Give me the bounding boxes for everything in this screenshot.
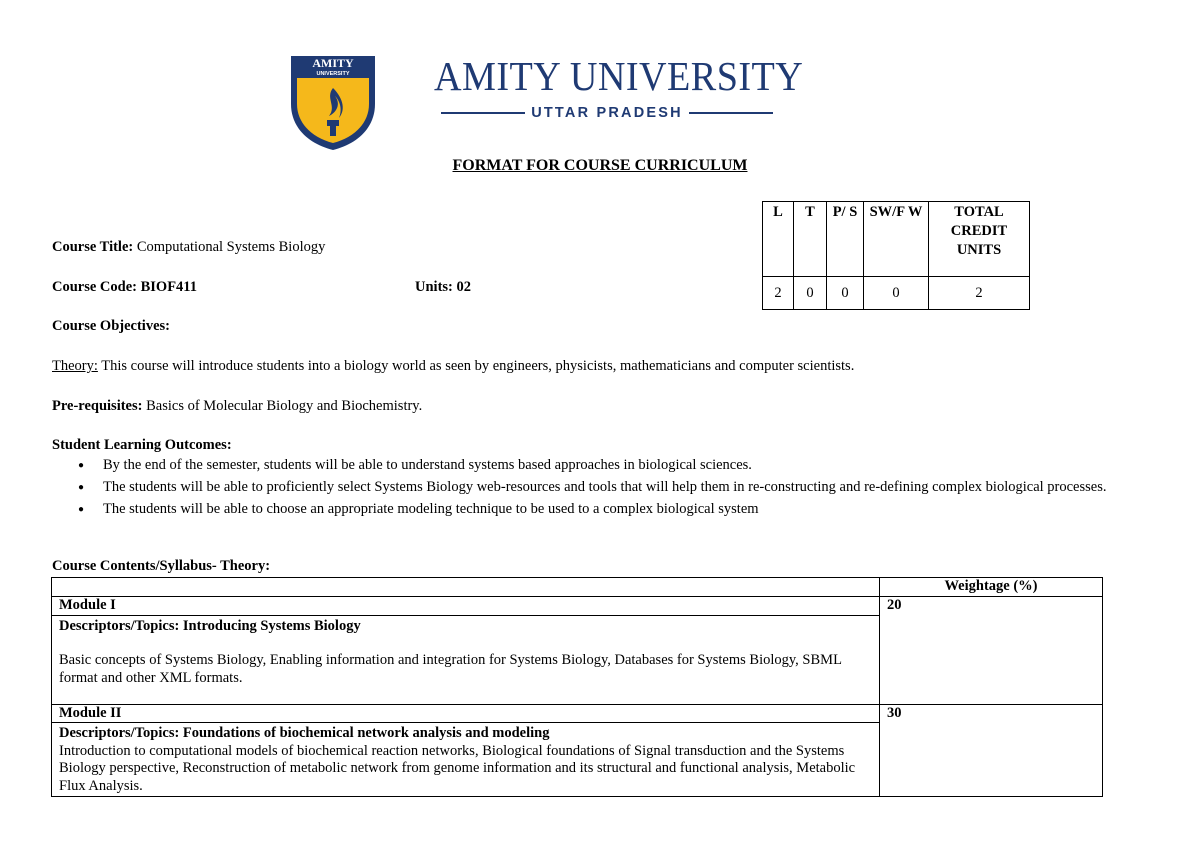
- credit-value-l: 2: [763, 277, 794, 310]
- outcomes-list: [52, 457, 1152, 523]
- banner-rule-left: [441, 112, 525, 114]
- syllabus-label: Course Contents/Syllabus- Theory:: [52, 558, 271, 574]
- weightage-header: Weightage (%): [880, 578, 1103, 597]
- table-cell-empty: [52, 578, 880, 597]
- list-item: ● The students will be able to proficiently select Systems Biology web-resources and tools that will help them in re-constructing and re-defining complex biological processes.: [52, 479, 1152, 496]
- prerequisites-text: Basics of Molecular Biology and Biochemistry.: [146, 398, 423, 414]
- module-body: [52, 615, 880, 704]
- module-descriptor: Descriptors/Topics: Foundations of biochemical network analysis and modeling: [59, 725, 550, 741]
- table-row: [52, 597, 1103, 616]
- svg-text:UNIVERSITY: UNIVERSITY: [316, 71, 350, 77]
- credit-header-swfw: SW/F W: [864, 202, 929, 277]
- credit-value-ps: 0: [827, 277, 864, 310]
- university-location: UTTAR PRADESH: [531, 105, 683, 121]
- module-content: Basic concepts of Systems Biology, Enabling information and integration for Systems Biology, Databases for Systems Biology, SBML format and other XML formats.: [59, 652, 842, 686]
- amity-shield-logo: [287, 52, 379, 152]
- module-name: Module II: [52, 704, 880, 723]
- prerequisites-line: [52, 398, 422, 415]
- university-name: AMITY UNIVERSITY: [434, 53, 804, 99]
- module-body: [52, 723, 880, 797]
- table-row: [52, 704, 1103, 723]
- module-descriptor: Descriptors/Topics: Introducing Systems Biology: [59, 617, 361, 634]
- svg-text:AMITY: AMITY: [312, 56, 354, 70]
- theory-text: This course will introduce students into a biology world as seen by engineers, physicists, mathematicians and computer scientists.: [101, 358, 855, 374]
- syllabus-table: [51, 577, 1103, 797]
- outcomes-label: Student Learning Outcomes:: [52, 437, 232, 453]
- module-weight: 30: [880, 704, 1103, 797]
- credit-value-t: 0: [794, 277, 827, 310]
- course-code-label: Course Code: BIOF411: [52, 279, 197, 295]
- credit-units-table: [762, 201, 1030, 310]
- course-title-label: Course Title:: [52, 239, 134, 255]
- module-weight: 20: [880, 597, 1103, 705]
- course-title-value: Computational Systems Biology: [136, 239, 326, 255]
- credit-value-swfw: 0: [864, 277, 929, 310]
- list-item: ● The students will be able to choose an appropriate modeling technique to be used to a complex biological system: [52, 501, 1152, 518]
- table-row: [52, 578, 1103, 597]
- credit-header-l: L: [763, 202, 794, 277]
- credit-header-ps: P/ S: [827, 202, 864, 277]
- course-code: [52, 279, 197, 296]
- credit-value-total: 2: [929, 277, 1030, 310]
- module-content: Introduction to computational models of biochemical reaction networks, Biological foundations of Signal transduction and the Systems Biology perspective, Reconstruction of metabolic network from genome information and its structural and functional analysis, Metabolic Flux Analysis.: [59, 742, 856, 794]
- theory-label: Theory:: [52, 358, 98, 374]
- document-title: FORMAT FOR COURSE CURRICULUM: [452, 157, 748, 174]
- list-item: ● By the end of the semester, students will be able to understand systems based approaches in biological sciences.: [52, 457, 1152, 474]
- university-location-banner: [441, 103, 773, 123]
- course-objectives-label: Course Objectives:: [52, 318, 170, 334]
- module-name: Module I: [52, 597, 880, 616]
- credit-header-total: TOTAL CREDIT UNITS: [929, 202, 1030, 277]
- course-units: Units: 02: [415, 279, 471, 295]
- credit-header-t: T: [794, 202, 827, 277]
- course-title-line: [52, 239, 325, 256]
- banner-rule-right: [689, 112, 773, 114]
- prerequisites-label: Pre-requisites:: [52, 398, 143, 414]
- theory-objective-line: [52, 358, 854, 375]
